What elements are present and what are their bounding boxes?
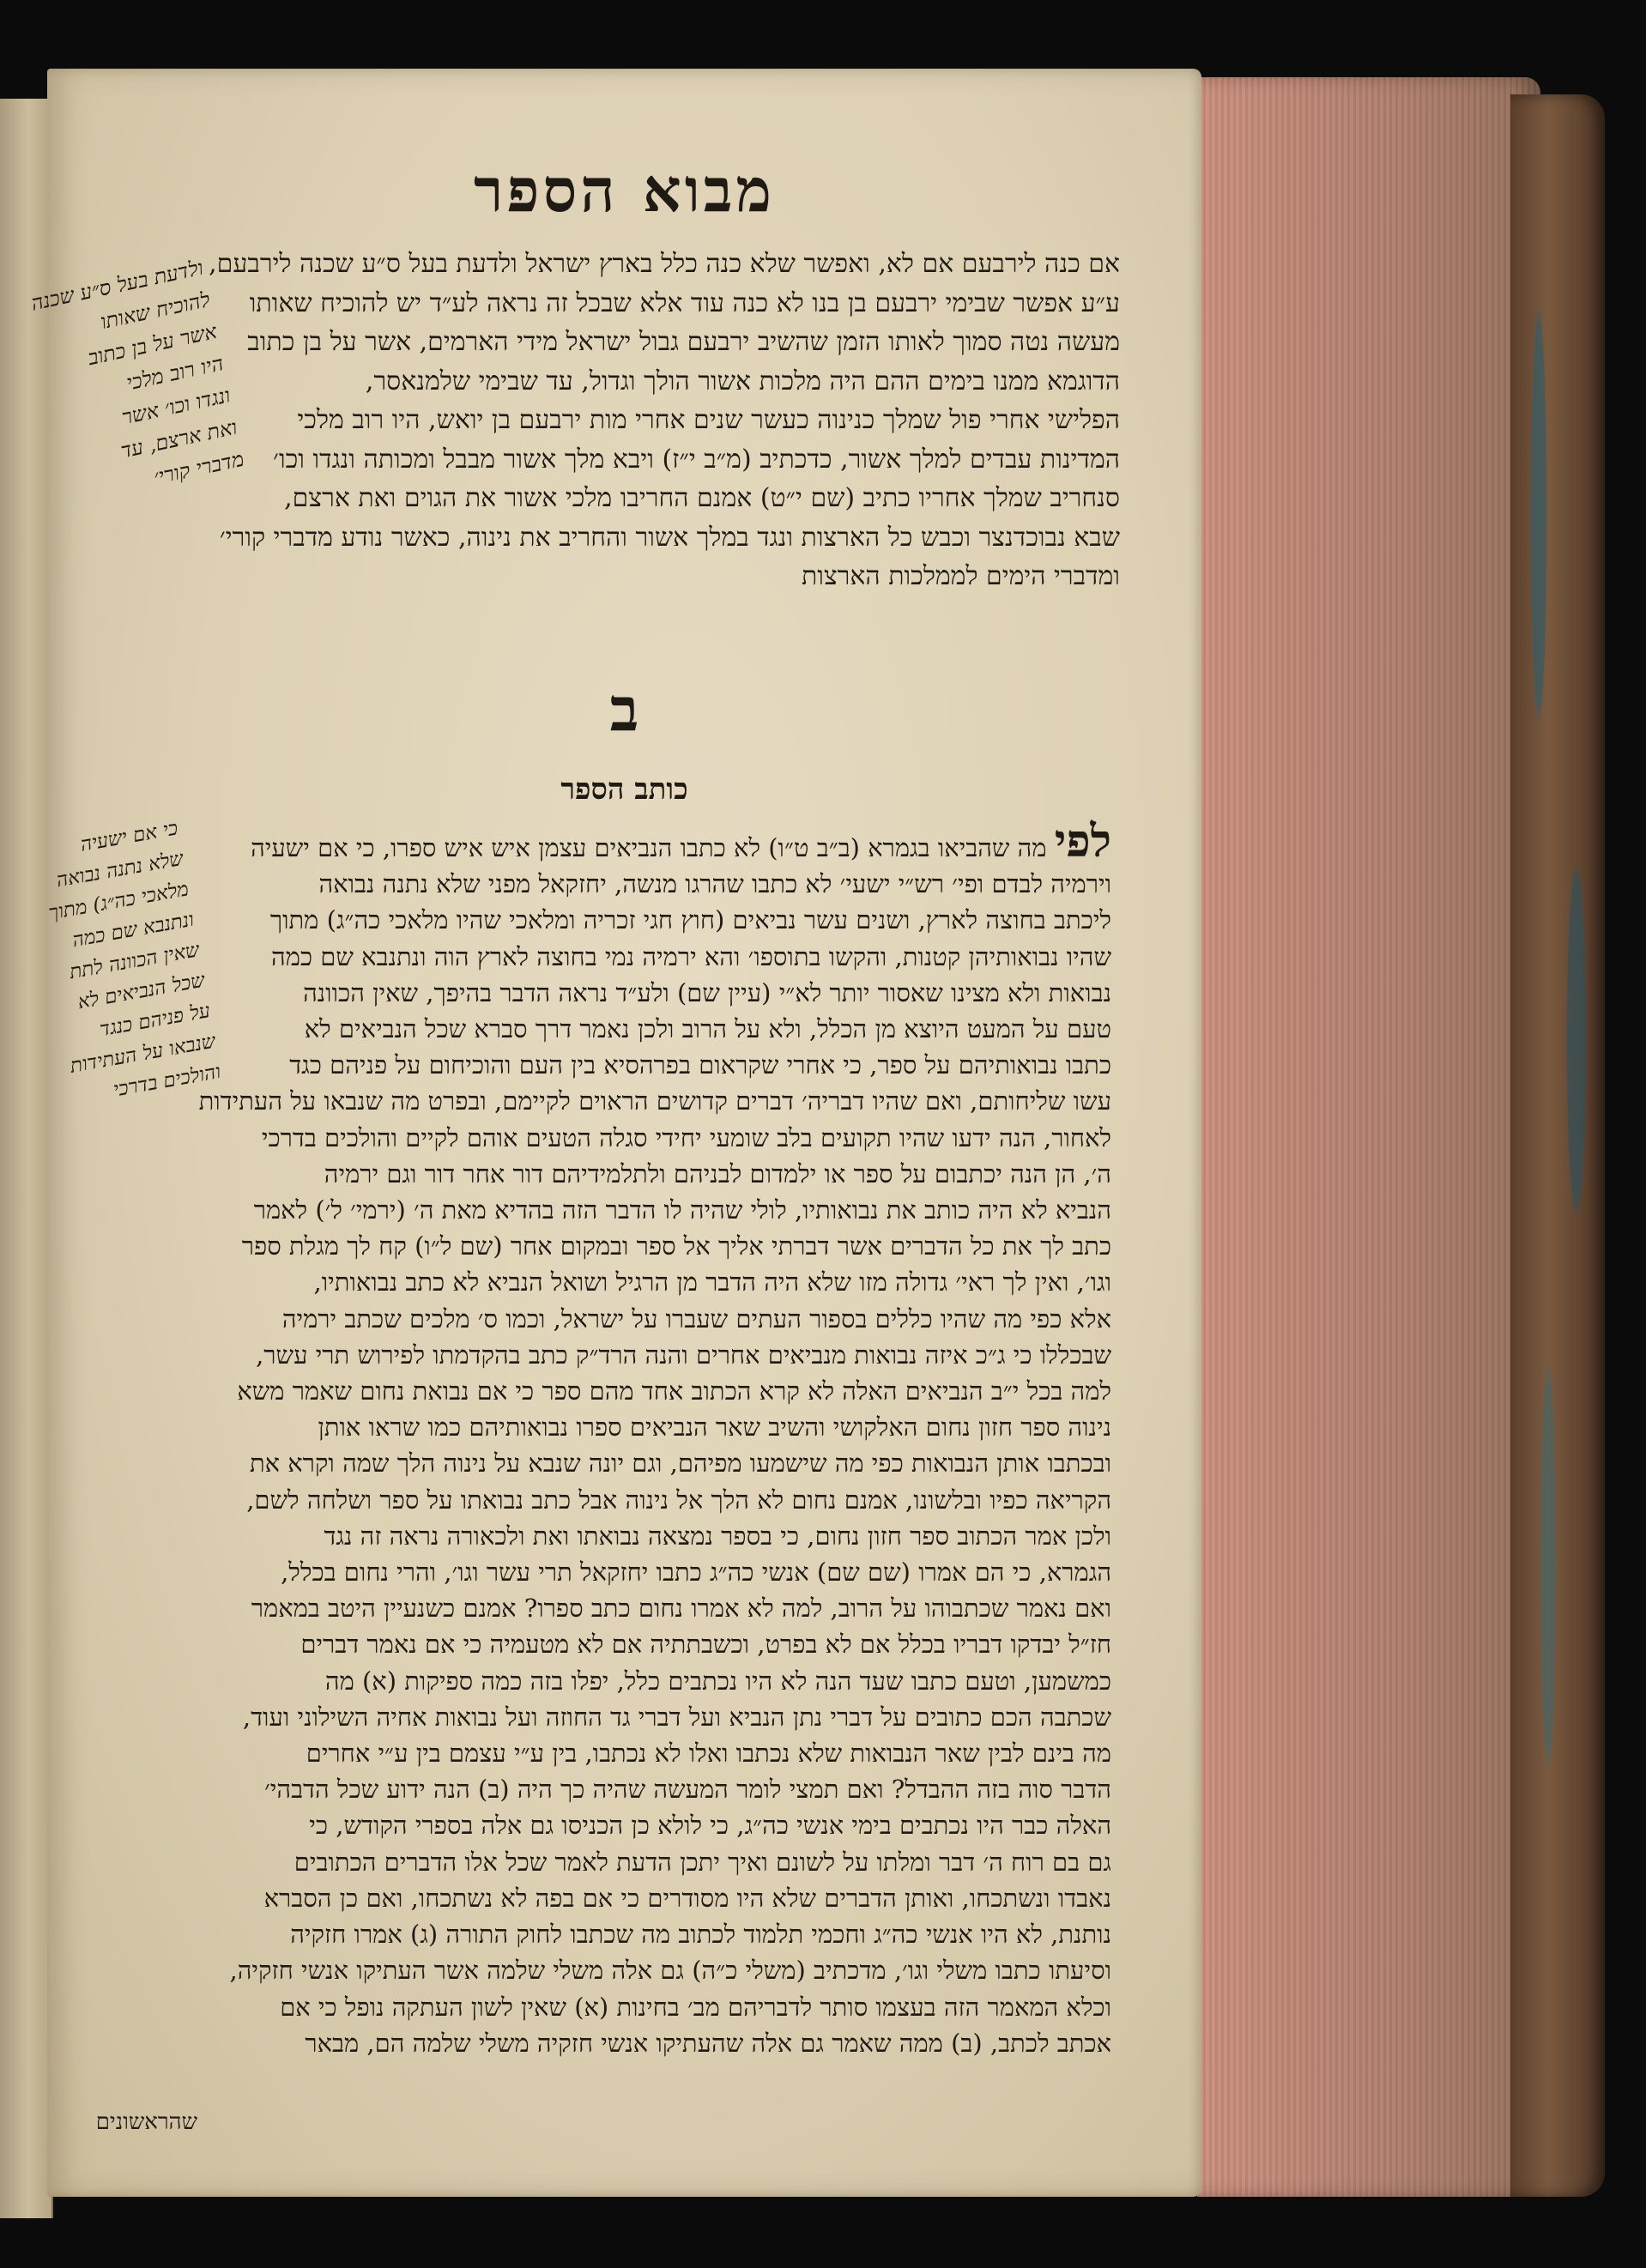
section-number: ב (609, 674, 639, 745)
book-page-edges (1197, 77, 1540, 2197)
handwritten-margin-note-top: ולדעת בעל ס״ע שכנה להוכיח שאותו אשר על בן כתוב היו רוב מלכי ונגדו וכו׳ אשר ואת ארצם, עד מדברי קורי׳ (28, 255, 246, 490)
paragraph-lead-word: לפי (1054, 815, 1111, 868)
catchword: שהראשונים (95, 2109, 197, 2135)
section-two-paragraph (107, 815, 1111, 2061)
marbled-cover-edge (1510, 94, 1605, 2197)
section-heading: כותב הספר (560, 772, 688, 807)
handwritten-margin-note-middle: כי אם ישעיה שלא נתנה נבואה מלאכי כה״ג) מתוך ונתנבא שם כמה שאין הכוונה לתת שכל הנביאים לא על פניהם כנגד שנבאו על העתידות והולכים בדרכי (46, 817, 223, 1102)
page-title: מבוא הספר (474, 154, 775, 226)
section-one-paragraph: אם כנה לירבעם אם לא, ואפשר שלא כנה כלל בארץ ישראל ולדעת בעל ס״ע שכנה לירבעם, ע״ע אפשר שבימי ירבעם בן בנו לא כנה עוד אלא שבכל זה נראה לע״ד יש להוכיח שאותו מעשה נטה סמוך לאותו הזמן שהשיב ירבעם גבול ישראל מידי הארמים, אשר על בן כתוב הדוגמא ממנו בימים ההם היה מלכות אשור הולך וגדול, עד שבימי שלמנאסר, הפלישי אחרי פול שמלך כנינוה כעשר שנים אחרי מות ירבעם בן יואש, היו רוב מלכי המדינות עבדים למלך אשור, כדכתיב (מ״ב י״ז) ויבא מלך אשור מבבל ומכותה ונגדו וכו׳ סנחריב שמלך אחריו כתיב (שם י״ט) אמנם החריבו מלכי אשור את הגוים ואת ארצם, שבא נבוכדנצר וכבש כל הארצות ונגד במלך אשור והחריב את נינוה, כאשר נודע מדברי קורי׳ ומדברי הימים לממלכות הארצות (209, 249, 1120, 591)
section-two-text: מה שהביאו בגמרא (ב״ב ט״ו) לא כתבו הנביאים עצמן איש איש ספרו, כי אם ישעיה וירמיה לבדם ופי׳ רש״י ישעי׳ לא כתבו שהרגו מנשה, יחזקאל מפני שלא נתנה נבואה ליכתב בחוצה לארץ, ושנים עשר נביאים (חוץ חגי זכריה ומלאכי שהיו מלאכי כה״ג) מתוך שהיו נבואותיהן קטנות, והקשו בתוספו׳ והא ירמיה נמי בחוצה לארץ הוה ונתנבא שם כמה נבואות ולא מצינו שאסור יותר לא״י (עיין שם) ולע״ד נראה הדבר בהיפך, שאין הכוונה טעם על המעט היוצא מן הכלל, ולא על הרוב ולכן נאמר דרך סברא שכל הנביאים לא כתבו נבואותיהם על ספר, כי אחרי שקראום בפרהסיא בין העם והוכיחום על פניהם כגד עשו שליחותם, ואם שהיו דבריה׳ דברים קדושים הראוים לקיימם, ובפרט מה שנבאו על העתידות לאחור, הנה ידעו שהיו תקועים בלב שומעי יחידי סגלה הטעים אוהם לקיים והולכים בדרכי ה׳, הן הנה יכתבום על ספר או ילמדום לבניהם ולתלמידיהם דור אחר דור וגם ירמיה הנביא לא היה כותב את נבואותיו, לולי שהיה לו הדבר הזה בהדיא מאת ה׳ (ירמי׳ ל׳) לאמר כתב לך את כל הדברים אשר דברתי אליך אל ספר ובמקום אחר (שם ל״ו) קח לך מגלת ספר וגו׳, ואין לך ראי׳ גדולה מזו שלא היה הדבר מן הרגיל ושואל הנביא לא כתב נבואותיו, אלא כפי מה שהיו כללים בספור העתים שעברו על ישראל, וכמו ס׳ מלכים שכתב ירמיה שבכללו כי ג״כ איזה נבואות מנביאים אחרים והנה הרד״ק כתב בהקדמתו לפירוש תרי עשר, למה בכל י״ב הנביאים האלה לא קרא הכתוב אחד מהם ספר כי אם נבואת נחום שאמר משא נינוה ספר חזון נחום האלקושי והשיב שאר הנביאים ספרו נבואותיהם כמו שראו אותן ובכתבו אותן הנבואות כפי מה שישמעו מפיהם, וגם יונה שנבא על נינוה הלך שמה וקרא את הקריאה כפיו ובלשונו, אמנם נחום לא הלך אל נינוה אבל כתב נבואתו על ספר ושלחה לשם, ולכן אמר הכתוב ספר חזון נחום, כי בספר נמצאה נבואתו ואת ולכאורה נראה זה נגד הגמרא, כי הם אמרו (שם שם) אנשי כה״ג כתבו יחזקאל תרי עשר וגו׳, והרי נחום בכלל, ואם נאמר שכתבוהו על הרוב, למה לא אמרו נחום כתב ספרו? אמנם כשנעיין היטב במאמר חז״ל יבדקו דבריו בכלל אם לא בפרט, וכשבתתיה אם לא מטעמיה כי אם נאמר דברים כמשמען, וטעם כתבו שעד הנה לא היו נכתבים כלל, יפלו בזה כמה ספיקות (א) מה שכתבה הכם כתובים על דברי נתן הנביא ועל דברי גד החוזה ועל נבואות אחיה השילוני ועוד, מה בינם לבין שאר הנבואות שלא נכתבו ואלו לא נכתבו, בין ע״י עצמם בין ע״י אחרים הדבר סוה בזה ההבדל? ואם תמצי לומר המעשה שהיה כך היה (ב) הנה ידוע שכל הדבהי׳ האלה כבר היו נכתבים בימי אנשי כה״ג, כי לולא כן הכניסו גם אלה בספרי הקודש, כי גם בם רוח ה׳ דבר ומלתו על לשונם ואיך יתכן הדעת לאמר שכל אלו הדברים הכתובים נאבדו ונשתכחו, ואותן הדברים שלא היו מסודרים כי אם בפה לא נשתכחו, ואם כן הסברא נותנת, לא היו אנשי כה״ג וחכמי תלמוד לכתוב מה שכתבו לחוק התורה (ג) אמרו חזקיה וסיעתו כתבו משלי וגו׳, מדכתיב (משלי כ״ה) גם אלה משלי שלמה אשר העתיקו אנשי חזקיה, וכלא המאמר הזה בעצמו סותר לדבריהם מב׳ בחינות (א) שאין לשון העתקה נופל כי אם אכתב לכתב, (ב) ממה שאמר גם אלה שהעתיקו אנשי חזקיה משלי שלמה הם, מבאר (198, 833, 1111, 2058)
